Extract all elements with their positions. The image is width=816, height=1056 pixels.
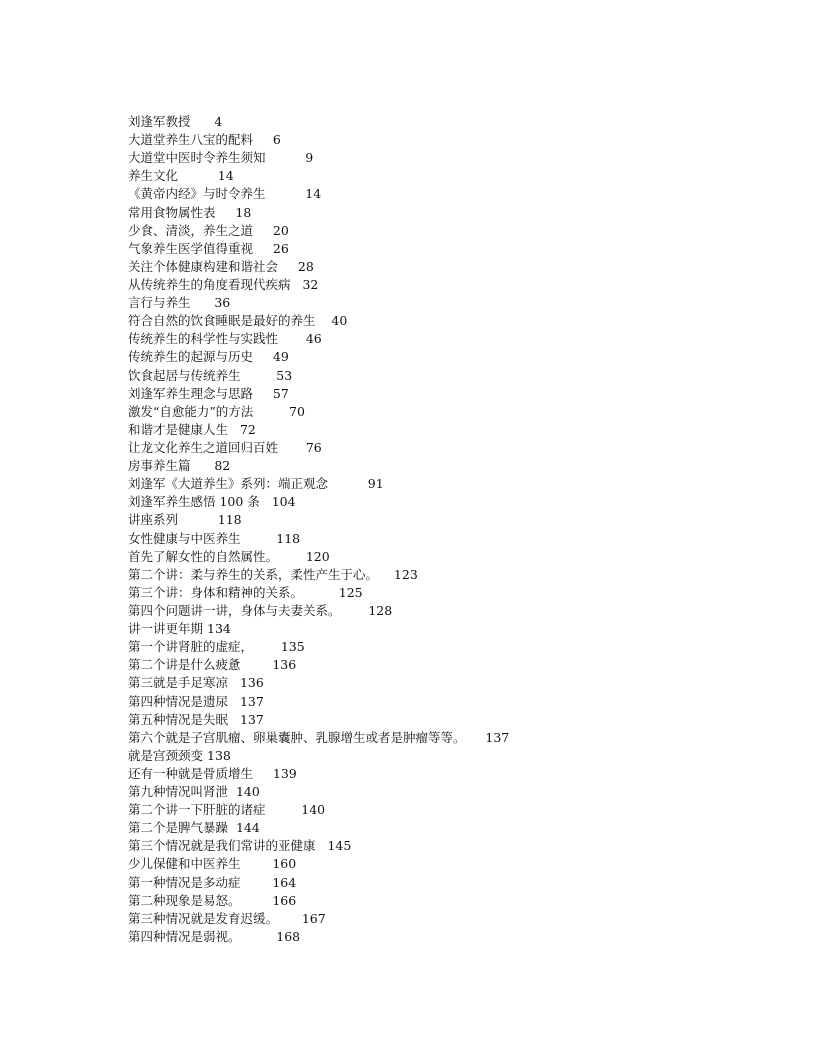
toc-entry bbox=[128, 403, 788, 421]
toc-entry bbox=[128, 493, 788, 511]
toc-entry bbox=[128, 330, 788, 348]
toc-entry bbox=[128, 620, 788, 638]
toc-entry bbox=[128, 385, 788, 403]
toc-entry bbox=[128, 602, 788, 620]
toc-entry-title: 第五种情况是失眠 bbox=[128, 711, 229, 727]
toc-entry-page: 134 bbox=[207, 621, 231, 637]
toc-entry-page: 120 bbox=[305, 548, 330, 564]
toc-entry-title: 符合自然的饮食睡眠是最好的养生 bbox=[128, 313, 316, 329]
toc-entry-title: 首先了解女性的自然属性。 bbox=[128, 548, 279, 564]
toc-entry-page: 128 bbox=[368, 602, 393, 618]
toc-entry-gap bbox=[241, 875, 273, 890]
toc-entry-page: 145 bbox=[327, 838, 352, 854]
toc-entry-gap bbox=[241, 657, 273, 672]
toc-entry-title: 第四个问题讲一讲，身体与夫妻关系。 bbox=[128, 602, 341, 618]
toc-entry-gap bbox=[303, 585, 339, 600]
toc-entry-page: 137 bbox=[239, 693, 264, 709]
toc-entry bbox=[128, 855, 788, 873]
toc-entry-gap bbox=[191, 458, 215, 473]
toc-entry-page: 136 bbox=[239, 675, 264, 691]
toc-entry-page: 46 bbox=[305, 331, 322, 347]
toc-entry-page: 160 bbox=[272, 856, 297, 872]
toc-entry-title: 言行与养生 bbox=[128, 295, 191, 311]
toc-entry-page: 166 bbox=[272, 892, 297, 908]
toc-entry-page: 26 bbox=[272, 240, 289, 256]
toc-entry-title: 就是宫颈颈变 bbox=[128, 747, 204, 763]
toc-entry-title: 刘逢军养生感悟 100 条 bbox=[128, 494, 260, 510]
toc-entry-gap bbox=[466, 730, 486, 745]
toc-entry bbox=[128, 801, 788, 819]
toc-entry-page: 32 bbox=[302, 276, 319, 292]
toc-entry-gap bbox=[191, 114, 215, 129]
toc-entry bbox=[128, 584, 788, 602]
toc-entry-page: 91 bbox=[367, 476, 384, 492]
toc-entry-title: 第三种情况就是发育迟缓。 bbox=[128, 910, 279, 926]
toc-entry bbox=[128, 819, 788, 837]
toc-entry-gap bbox=[278, 259, 298, 274]
toc-entry-gap bbox=[228, 694, 240, 709]
toc-entry-gap bbox=[278, 440, 306, 455]
toc-entry bbox=[128, 312, 788, 330]
toc-entry bbox=[128, 548, 788, 566]
toc-entry-page: 57 bbox=[272, 385, 289, 401]
toc-entry-title: 传统养生的起源与历史 bbox=[128, 349, 254, 365]
toc-entry-title: 关注个体健康构建和谐社会 bbox=[128, 258, 279, 274]
toc-entry bbox=[128, 656, 788, 674]
toc-entry-title: 第四种情况是弱视。 bbox=[128, 928, 241, 944]
toc-entry-gap bbox=[378, 567, 394, 582]
toc-entry-title: 刘逢军养生理念与思路 bbox=[128, 385, 254, 401]
toc-entry-gap bbox=[291, 277, 303, 292]
toc-entry-page: 140 bbox=[301, 802, 326, 818]
toc-entry-title: 房事养生篇 bbox=[128, 458, 191, 474]
toc-entry-gap bbox=[241, 531, 277, 546]
toc-entry-title: 气象养生医学值得重视 bbox=[128, 240, 254, 256]
toc-entry-page: 40 bbox=[331, 313, 348, 329]
toc-entry-page: 137 bbox=[485, 729, 510, 745]
toc-entry bbox=[128, 167, 788, 185]
toc-entry-gap bbox=[228, 784, 236, 799]
toc-entry bbox=[128, 711, 788, 729]
toc-entry-title: 第二种现象是易怒。 bbox=[128, 892, 241, 908]
toc-entry-page: 9 bbox=[305, 150, 314, 166]
toc-entry-gap bbox=[253, 241, 273, 256]
toc-entry-gap bbox=[253, 223, 273, 238]
toc-entry-page: 20 bbox=[272, 222, 289, 238]
toc-entry bbox=[128, 874, 788, 892]
toc-entry-page: 72 bbox=[239, 421, 256, 437]
toc-entry bbox=[128, 783, 788, 801]
toc-entry-page: 82 bbox=[214, 458, 231, 474]
toc-entry bbox=[128, 457, 788, 475]
table-of-contents bbox=[128, 113, 788, 946]
toc-entry-gap bbox=[253, 349, 273, 364]
toc-entry-page: 118 bbox=[276, 530, 301, 546]
toc-entry-title: 少儿保健和中医养生 bbox=[128, 856, 241, 872]
toc-entry-gap bbox=[266, 186, 306, 201]
toc-entry bbox=[128, 674, 788, 692]
toc-entry-gap bbox=[260, 494, 272, 509]
toc-entry-gap bbox=[191, 295, 215, 310]
toc-entry-page: 144 bbox=[235, 820, 260, 836]
toc-entry-gap bbox=[216, 205, 236, 220]
toc-entry-gap bbox=[228, 712, 240, 727]
toc-entry bbox=[128, 149, 788, 167]
toc-entry-gap bbox=[266, 150, 306, 165]
toc-entry bbox=[128, 638, 788, 656]
toc-entry-page: 164 bbox=[272, 874, 297, 890]
toc-entry-gap bbox=[253, 404, 289, 419]
toc-entry-page: 125 bbox=[338, 584, 363, 600]
toc-entry-gap bbox=[316, 838, 328, 853]
toc-entry-gap bbox=[253, 766, 273, 781]
toc-entry-gap bbox=[253, 639, 281, 654]
toc-entry-title: 刘逢军《大道养生》系列：端正观念 bbox=[128, 476, 329, 492]
toc-entry-title: 第二个是脾气暴躁 bbox=[128, 820, 229, 836]
toc-entry-gap bbox=[328, 476, 368, 491]
toc-entry-title: 第二个讲一下肝脏的诸症 bbox=[128, 802, 266, 818]
toc-entry bbox=[128, 421, 788, 439]
toc-entry-title: 第一个讲肾脏的虚症， bbox=[128, 639, 254, 655]
toc-entry-page: 137 bbox=[239, 711, 264, 727]
toc-entry-page: 76 bbox=[305, 439, 322, 455]
toc-entry-gap bbox=[278, 331, 306, 346]
toc-entry-title: 第六个就是子宫肌瘤、卵巢囊肿、乳腺增生或者是肿瘤等等。 bbox=[128, 729, 466, 745]
toc-entry-title: 女性健康与中医养生 bbox=[128, 530, 241, 546]
toc-entry bbox=[128, 892, 788, 910]
toc-entry-title: 大道堂养生八宝的配料 bbox=[128, 132, 254, 148]
toc-entry bbox=[128, 222, 788, 240]
toc-entry bbox=[128, 131, 788, 149]
toc-entry bbox=[128, 439, 788, 457]
toc-entry-title: 常用食物属性表 bbox=[128, 204, 216, 220]
toc-entry-gap bbox=[341, 603, 369, 618]
toc-entry-page: 104 bbox=[271, 494, 296, 510]
toc-entry-page: 6 bbox=[272, 132, 281, 148]
toc-entry-title: 第二个讲是什么疲惫 bbox=[128, 657, 241, 673]
toc-entry-page: 18 bbox=[235, 204, 252, 220]
toc-entry-title: 还有一种就是骨质增生 bbox=[128, 765, 254, 781]
toc-entry-page: 28 bbox=[297, 258, 314, 274]
toc-entry-page: 36 bbox=[214, 295, 231, 311]
toc-entry-page: 14 bbox=[305, 186, 322, 202]
toc-entry-gap bbox=[178, 512, 218, 527]
toc-entry-title: 和谐才是健康人生 bbox=[128, 421, 229, 437]
toc-entry-title: 激发“自愈能力”的方法 bbox=[128, 403, 254, 419]
toc-entry-gap bbox=[278, 911, 302, 926]
toc-entry bbox=[128, 204, 788, 222]
toc-entry bbox=[128, 928, 788, 946]
toc-entry-title: 第一种情况是多动症 bbox=[128, 874, 241, 890]
toc-entry-gap bbox=[253, 132, 273, 147]
toc-entry bbox=[128, 240, 788, 258]
toc-entry-title: 第四种情况是遗尿 bbox=[128, 693, 229, 709]
toc-entry bbox=[128, 258, 788, 276]
toc-entry-page: 4 bbox=[214, 114, 223, 129]
toc-entry-title: 从传统养生的角度看现代疾病 bbox=[128, 276, 291, 292]
toc-entry bbox=[128, 475, 788, 493]
toc-entry-title: 第三个情况就是我们常讲的亚健康 bbox=[128, 838, 316, 854]
toc-entry-title: 刘逢军教授 bbox=[128, 114, 191, 129]
toc-entry-page: 118 bbox=[217, 512, 242, 528]
toc-entry bbox=[128, 294, 788, 312]
toc-entry-title: 养生文化 bbox=[128, 168, 179, 184]
toc-entry-title: 《黄帝内经》与时令养生 bbox=[128, 186, 266, 202]
toc-entry-gap bbox=[278, 549, 306, 564]
toc-entry-title: 第三就是手足寒凉 bbox=[128, 675, 229, 691]
toc-entry bbox=[128, 729, 788, 747]
toc-entry-title: 少食、清淡，养生之道 bbox=[128, 222, 254, 238]
toc-entry bbox=[128, 765, 788, 783]
toc-entry-title: 让龙文化养生之道回归百姓 bbox=[128, 439, 279, 455]
toc-entry-title: 第九种情况叫肾泄 bbox=[128, 784, 229, 800]
toc-entry-gap bbox=[253, 386, 273, 401]
toc-entry-page: 135 bbox=[280, 639, 305, 655]
toc-entry-gap bbox=[241, 856, 273, 871]
toc-entry-title: 讲一讲更年期 bbox=[128, 621, 204, 637]
toc-entry-gap bbox=[316, 313, 332, 328]
toc-entry bbox=[128, 693, 788, 711]
toc-entry bbox=[128, 367, 788, 385]
toc-entry bbox=[128, 348, 788, 366]
toc-entry bbox=[128, 837, 788, 855]
toc-entry-gap bbox=[228, 675, 240, 690]
toc-entry-title: 饮食起居与传统养生 bbox=[128, 367, 241, 383]
toc-entry bbox=[128, 511, 788, 529]
toc-entry-page: 138 bbox=[207, 747, 231, 763]
toc-entry-gap bbox=[241, 368, 277, 383]
toc-entry-gap bbox=[241, 929, 277, 944]
toc-entry bbox=[128, 747, 788, 765]
toc-entry-page: 14 bbox=[217, 168, 234, 184]
toc-entry bbox=[128, 276, 788, 294]
toc-entry-page: 70 bbox=[289, 403, 305, 419]
toc-entry bbox=[128, 530, 788, 548]
toc-entry-page: 49 bbox=[272, 349, 289, 365]
toc-entry-page: 140 bbox=[235, 784, 260, 800]
toc-entry-title: 传统养生的科学性与实践性 bbox=[128, 331, 279, 347]
toc-entry-gap bbox=[266, 802, 302, 817]
toc-entry bbox=[128, 910, 788, 928]
toc-entry bbox=[128, 566, 788, 584]
toc-entry-page: 53 bbox=[276, 367, 293, 383]
toc-entry-title: 第三个讲：身体和精神的关系。 bbox=[128, 584, 304, 600]
toc-entry-gap bbox=[228, 820, 236, 835]
toc-entry-title: 讲座系列 bbox=[128, 512, 179, 528]
toc-entry-page: 123 bbox=[393, 566, 418, 582]
toc-entry-gap bbox=[228, 422, 240, 437]
toc-entry-page: 168 bbox=[276, 928, 301, 944]
toc-entry-title: 第二个讲：柔与养生的关系，柔性产生于心。 bbox=[128, 566, 379, 582]
toc-entry-gap bbox=[178, 168, 218, 183]
toc-entry bbox=[128, 113, 788, 131]
toc-entry-page: 139 bbox=[272, 765, 297, 781]
toc-entry-gap bbox=[241, 893, 273, 908]
toc-entry-title: 大道堂中医时令养生须知 bbox=[128, 150, 266, 166]
toc-entry-page: 167 bbox=[301, 910, 326, 926]
toc-entry-page: 136 bbox=[272, 657, 297, 673]
toc-entry bbox=[128, 185, 788, 203]
